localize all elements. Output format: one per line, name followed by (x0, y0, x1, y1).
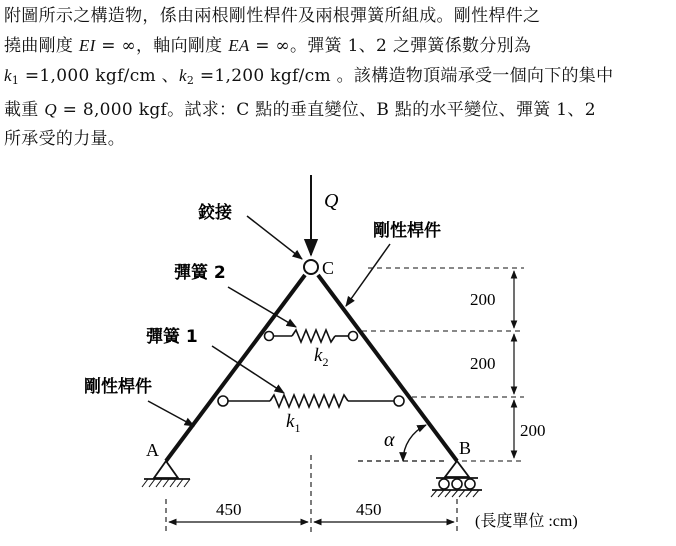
problem-text-3a: =1,000 kgf/cm 、 (19, 66, 179, 86)
point-c-label: C (322, 258, 335, 278)
rigid-member-left-leader (148, 401, 194, 426)
unit-note: (長度單位 :cm) (475, 513, 578, 530)
point-b-label: B (459, 438, 472, 458)
problem-text-2a: 撓曲剛度 (4, 36, 79, 56)
k1-label: $k_1$ (286, 411, 301, 435)
rigid-member-right-label: 剛性桿件 (373, 221, 441, 241)
hinge-leader (247, 216, 302, 259)
dim-h1-label: 450 (216, 500, 242, 519)
symbol-k1-subscript: 1 (11, 74, 20, 87)
spring-1-label: 彈簧 1 (146, 327, 198, 347)
roller-support-b (431, 461, 482, 497)
spring-2-leader (228, 287, 296, 327)
problem-text-2c: = ∞。彈簧 1、2 之彈簧係數分別為 (249, 36, 532, 56)
hinge-label: 鉸接 (198, 203, 232, 223)
problem-text-5: 所承受的力量。 (4, 129, 126, 149)
symbol-q: Q (44, 100, 57, 119)
load-label: Q (324, 190, 339, 212)
rigid-member-right-leader (346, 244, 390, 306)
symbol-ei: EI (78, 36, 96, 55)
point-a-label: A (146, 440, 159, 460)
angle-label: α (384, 429, 395, 451)
hinge-c (304, 260, 318, 274)
angle-arc (403, 425, 426, 461)
spring-2-label: 彈簧 2 (174, 263, 226, 283)
horizontal-dimension-guides (166, 455, 457, 533)
problem-text-4b: = 8,000 kgf。試求：C 點的垂直變位、B 點的水平變位、彈簧 1、2 (56, 100, 596, 120)
problem-text-3b: =1,200 kgf/cm 。該構造物頂端承受一個向下的集中 (194, 66, 614, 86)
spring-1 (218, 395, 404, 407)
k2-label: $k_2$ (314, 345, 329, 369)
symbol-ea: EA (228, 36, 250, 55)
symbol-k2-subscript: 2 (186, 74, 195, 87)
dim-h2-label: 450 (356, 500, 382, 519)
problem-text-2b: = ∞，軸向剛度 (95, 36, 229, 56)
problem-text-4a: 載重 (4, 100, 45, 120)
symbol-k1: k (4, 66, 12, 85)
dim-v2-label: 200 (470, 354, 496, 373)
dim-v3-label: 200 (520, 421, 546, 440)
pin-support-a (142, 461, 190, 487)
spring-2 (265, 330, 358, 342)
rigid-member-left (166, 275, 305, 461)
symbol-k2: k (178, 66, 187, 85)
problem-text-1: 附圖所示之構造物，係由兩根剛性桿件及兩根彈簧所組成。剛性桿件之 (4, 6, 541, 26)
dim-v1-label: 200 (470, 290, 496, 309)
rigid-member-left-label: 剛性桿件 (84, 377, 152, 397)
